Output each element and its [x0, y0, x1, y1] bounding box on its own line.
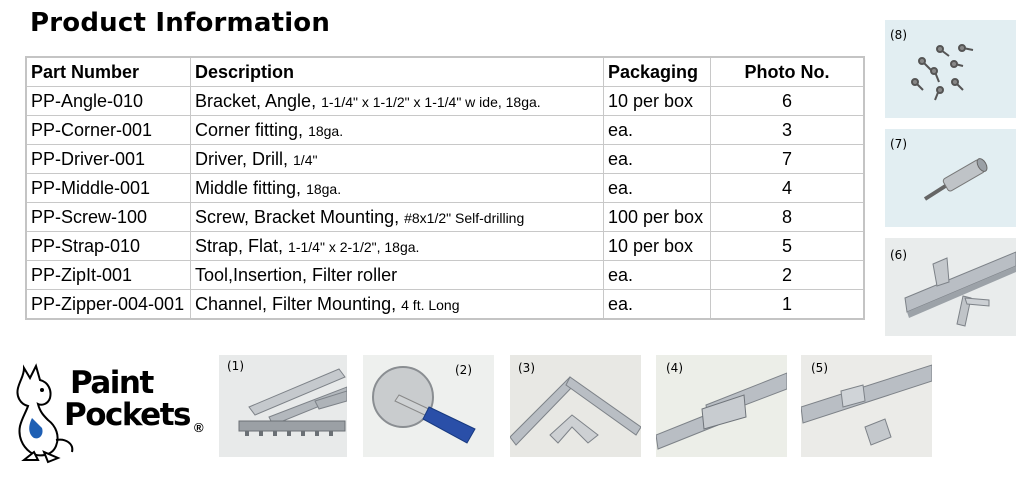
- description-detail: 4 ft. Long: [401, 296, 460, 313]
- part-number-cell: PP-Driver-001: [26, 145, 191, 174]
- roller-tool-image: [363, 355, 494, 457]
- photo-2-label: (2): [455, 363, 472, 377]
- photo-5-label: (5): [811, 361, 828, 375]
- part-number-cell: PP-Corner-001: [26, 116, 191, 145]
- description-detail: #8x1/2" Self-drilling: [404, 209, 525, 226]
- product-table: [25, 56, 865, 320]
- table-row: [26, 232, 864, 261]
- description-cell: [191, 145, 604, 174]
- part-number-cell: PP-Zipper-004-001: [26, 290, 191, 320]
- description-cell: [191, 261, 604, 290]
- description-detail: 1-1/4" x 2-1/2", 18ga.: [288, 238, 420, 255]
- packaging-cell: 10 per box: [604, 87, 711, 116]
- part-number-cell: PP-Strap-010: [26, 232, 191, 261]
- photo-number-cell: 3: [711, 116, 865, 145]
- description-detail: 1/4": [293, 151, 318, 168]
- packaging-cell: ea.: [604, 116, 711, 145]
- packaging-cell: 100 per box: [604, 203, 711, 232]
- description-main: Corner fitting,: [195, 119, 304, 140]
- photo-8-label: (8): [890, 28, 907, 42]
- description-cell: [191, 116, 604, 145]
- photo-number-cell: 5: [711, 232, 865, 261]
- photo-number-cell: 7: [711, 145, 865, 174]
- description-main: Channel, Filter Mounting,: [195, 293, 397, 314]
- description-detail: 18ga.: [306, 180, 342, 197]
- description-cell: [191, 232, 604, 261]
- part-number-cell: PP-Middle-001: [26, 174, 191, 203]
- photo-number-cell: 6: [711, 87, 865, 116]
- photo-number-cell: 8: [711, 203, 865, 232]
- header-photo-no: Photo No.: [711, 57, 865, 87]
- packaging-cell: ea.: [604, 290, 711, 320]
- photo-7-driver: [885, 129, 1016, 227]
- description-detail: 1-1/4" x 1-1/2" x 1-1/4" w ide, 18ga.: [321, 93, 541, 110]
- logo-text-pockets: Pockets: [64, 397, 190, 433]
- description-main: Strap, Flat,: [195, 235, 284, 256]
- part-number-cell: PP-Angle-010: [26, 87, 191, 116]
- logo-text-paint: Paint: [70, 365, 153, 401]
- packaging-cell: ea.: [604, 174, 711, 203]
- table-header-row: [26, 57, 864, 87]
- packaging-cell: 10 per box: [604, 232, 711, 261]
- photo-6-label: (6): [890, 248, 907, 262]
- description-cell: [191, 174, 604, 203]
- photo-number-cell: 1: [711, 290, 865, 320]
- photo-number-cell: 2: [711, 261, 865, 290]
- part-number-cell: PP-Screw-100: [26, 203, 191, 232]
- photo-6-angle: [885, 238, 1016, 336]
- table-row: [26, 116, 864, 145]
- table-row: [26, 87, 864, 116]
- photo-4-middle: [656, 355, 787, 457]
- photo-2-roller: [363, 355, 494, 457]
- photo-3-label: (3): [518, 361, 535, 375]
- page-title: Product Information: [30, 8, 331, 38]
- description-main: Middle fitting,: [195, 177, 302, 198]
- table-row: [26, 203, 864, 232]
- table-row: [26, 145, 864, 174]
- photo-4-label: (4): [666, 361, 683, 375]
- description-cell: [191, 87, 604, 116]
- photo-1-channel: [219, 355, 347, 457]
- part-number-cell: PP-ZipIt-001: [26, 261, 191, 290]
- photo-7-label: (7): [890, 137, 907, 151]
- registered-mark: ®: [194, 420, 204, 435]
- packaging-cell: ea.: [604, 261, 711, 290]
- description-main: Bracket, Angle,: [195, 90, 317, 111]
- header-part-number: Part Number: [26, 57, 191, 87]
- description-cell: [191, 290, 604, 320]
- packaging-cell: ea.: [604, 145, 711, 174]
- header-description: Description: [191, 57, 604, 87]
- description-main: Screw, Bracket Mounting,: [195, 206, 400, 227]
- table-row: [26, 174, 864, 203]
- photo-1-label: (1): [227, 359, 244, 373]
- photo-5-strap: [801, 355, 932, 457]
- description-detail: 18ga.: [308, 122, 344, 139]
- description-cell: [191, 203, 604, 232]
- description-main: Tool,Insertion, Filter roller: [195, 264, 398, 285]
- photo-8-screws: [885, 20, 1016, 118]
- paint-pockets-logo: [4, 360, 214, 465]
- photo-number-cell: 4: [711, 174, 865, 203]
- table-row: [26, 290, 864, 320]
- photo-3-corner: [510, 355, 641, 457]
- table-row: [26, 261, 864, 290]
- description-main: Driver, Drill,: [195, 148, 288, 169]
- header-packaging: Packaging: [604, 57, 711, 87]
